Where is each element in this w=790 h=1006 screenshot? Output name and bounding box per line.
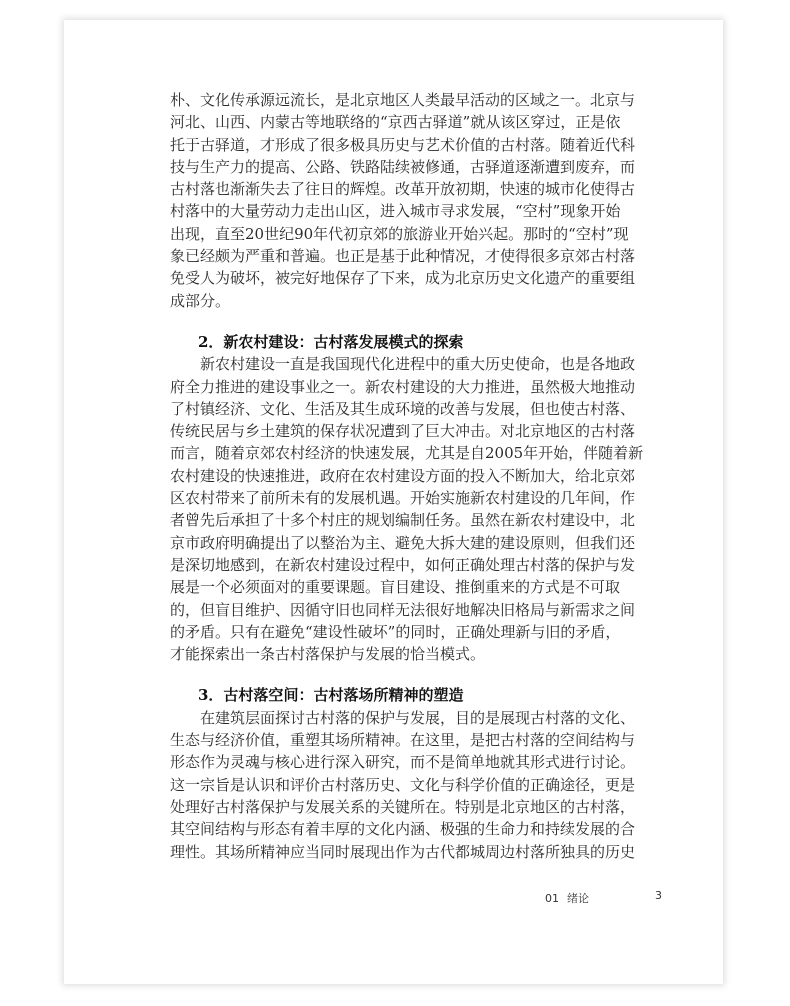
text-line: 古村落也渐渐失去了往日的辉煌。改革开放初期，快速的城市化使得古 xyxy=(170,180,636,199)
text-line: 而言，随着京郊农村经济的快速发展，尤其是自2005年开始，伴随着新 xyxy=(170,444,644,463)
text-line: 象已经颇为严重和普遍。也正是基于此种情况，才使得很多京郊古村落 xyxy=(170,247,636,266)
text-line: 新农村建设一直是我国现代化进程中的重大历史使命，也是各地政 xyxy=(200,355,636,374)
text-line: 在建筑层面探讨古村落的保护与发展，目的是展现古村落的文化、 xyxy=(200,708,636,727)
text-line: 形态作为灵魂与核心进行深入研究，而不是简单地就其形式进行讨论。 xyxy=(170,753,636,772)
chapter-title: 绪论 xyxy=(567,892,589,905)
text-line: 其空间结构与形态有着丰厚的文化内涵、极强的生命力和持续发展的合 xyxy=(170,820,636,839)
text-line: 村落中的大量劳动力走出山区，进入城市寻求发展，“空村”现象开始 xyxy=(170,202,621,221)
text-line: 这一宗旨是认识和评价古村落历史、文化与科学价值的正确途径，更是 xyxy=(170,775,636,794)
text-line: 了村镇经济、文化、生活及其生成环境的改善与发展，但也使古村落、 xyxy=(170,399,636,418)
text-line: 朴、文化传承源远流长，是北京地区人类最早活动的区域之一。北京与 xyxy=(170,91,636,109)
section-heading: 2．新农村建设：古村落发展模式的探索 xyxy=(198,332,464,351)
paragraph xyxy=(170,353,644,665)
text-line: 生态与经济价值，重塑其场所精神。在这里，是把古村落的空间结构与 xyxy=(170,731,636,750)
text-line: 成部分。 xyxy=(170,291,231,310)
text-line: 展是一个必须面对的重要课题。盲目建设、推倒重来的方式是不可取 xyxy=(170,578,621,597)
paragraph xyxy=(170,707,636,863)
text-line: 理性。其场所精神应当同时展现出作为古代都城周边村落所独具的历史 xyxy=(170,842,636,861)
text-line: 免受人为破坏，被完好地保存了下来，成为北京历史文化遗产的重要组 xyxy=(170,269,636,288)
text-line: 的，但盲目维护、因循守旧也同样无法很好地解决旧格局与新需求之间 xyxy=(170,600,636,619)
text-line: 者曾先后承担了十多个村庄的规划编制任务。虽然在新农村建设中，北 xyxy=(170,511,636,530)
text-line: 才能探索出一条古村落保护与发展的恰当模式。 xyxy=(170,645,486,664)
section-heading: 3．古村落空间：古村落场所精神的塑造 xyxy=(198,686,464,705)
text-line: 托于古驿道，才形成了很多极具历史与艺术价值的古村落。随着近代科 xyxy=(170,135,636,154)
paragraph xyxy=(170,89,636,312)
page-body xyxy=(170,89,644,863)
chapter-number: 01 xyxy=(545,892,559,905)
running-footer xyxy=(545,890,597,906)
text-line: 传统民居与乡土建筑的保存状况遭到了巨大冲击。对北京地区的古村落 xyxy=(170,422,636,441)
text-line: 农村建设的快速推进，政府在农村建设方面的投入不断加大，给北京郊 xyxy=(170,466,636,485)
text-line: 区农村带来了前所未有的发展机遇。开始实施新农村建设的几年间，作 xyxy=(170,489,636,508)
text-line: 处理好古村落保护与发展关系的关键所在。特别是北京地区的古村落， xyxy=(170,797,636,816)
text-line: 出现，直至20世纪90年代初京郊的旅游业开始兴起。那时的“空村”现 xyxy=(170,224,629,243)
text-line: 是深切地感到，在新农村建设过程中，如何正确处理古村落的保护与发 xyxy=(170,555,636,574)
text-line: 府全力推进的建设事业之一。新农村建设的大力推进，虽然极大地推动 xyxy=(170,377,636,396)
text-line: 技与生产力的提高、公路、铁路陆续被修通，古驿道逐渐遭到废弃，而 xyxy=(170,157,636,176)
page-number: 3 xyxy=(655,889,662,902)
text-line: 河北、山西、内蒙古等地联络的“京西古驿道”就从该区穿过，正是依 xyxy=(170,113,621,132)
text-line: 京市政府明确提出了以整治为主、避免大拆大建的建设原则，但我们还 xyxy=(170,533,636,552)
text-line: 的矛盾。只有在避免“建设性破坏”的同时，正确处理新与旧的矛盾， xyxy=(170,622,621,641)
